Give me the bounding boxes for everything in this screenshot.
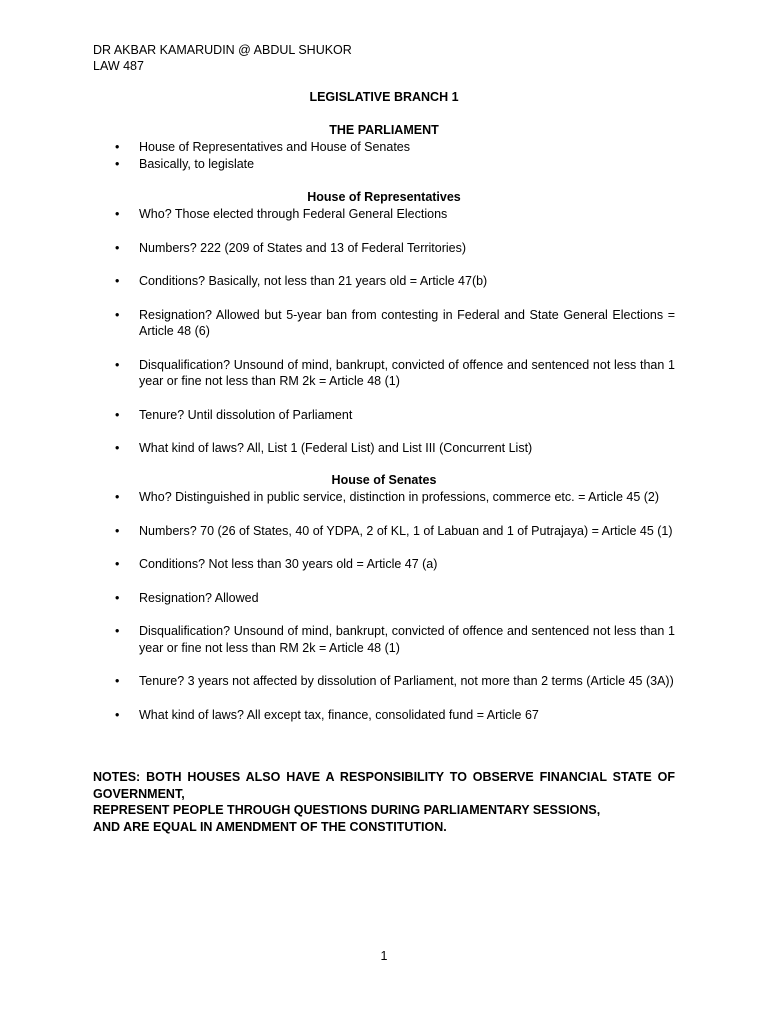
notes-line: AND ARE EQUAL IN AMENDMENT OF THE CONSTITUTION. <box>93 819 447 834</box>
list-item: • Resignation? Allowed <box>115 590 259 605</box>
senates-list <box>93 489 675 723</box>
parliament-list <box>93 139 675 172</box>
bullet-icon: • <box>115 674 120 688</box>
list-item: • Basically, to legislate <box>115 156 255 171</box>
notes-line: NOTES: BOTH HOUSES ALSO HAVE A RESPONSIBILITY TO OBSERVE FINANCIAL STATE OF GOVERNMENT, <box>93 770 675 801</box>
list-item: • Who? Those elected through Federal General Elections <box>115 207 448 221</box>
bullet-icon: • <box>115 590 120 605</box>
page-number: 1 <box>380 949 388 963</box>
list-item: • Who? Distinguished in public service, distinction in professions, commerce etc. = Article 45 (2) <box>115 490 660 504</box>
bullet-icon: • <box>115 523 120 538</box>
list-item: • Numbers? 70 (26 of States, 40 of YDPA, 2 of KL, 1 of Labuan and 1 of Putrajaya) = Article 45 (1) <box>115 523 673 538</box>
notes-block <box>93 769 675 835</box>
bullet-icon: • <box>115 490 120 504</box>
document-header <box>93 42 352 74</box>
list-item: • House of Representatives and House of Senates <box>115 140 411 154</box>
list-item: • What kind of laws? All except tax, finance, consolidated fund = Article 67 <box>115 707 539 722</box>
list-item: • Tenure? Until dissolution of Parliament <box>115 407 353 422</box>
list-item: • Conditions? Basically, not less than 21 years old = Article 47(b) <box>115 274 488 288</box>
list-item: • Disqualification? Unsound of mind, bankrupt, convicted of offence and sentenced not less than 1 year or fine not less than RM 2k = Article 48 (1) <box>115 357 675 388</box>
bullet-icon: • <box>115 274 120 288</box>
bullet-icon: • <box>115 140 120 154</box>
list-item: • Conditions? Not less than 30 years old = Article 47 (a) <box>115 557 438 571</box>
document-title: LEGISLATIVE BRANCH 1 <box>309 90 459 104</box>
parliament-heading: THE PARLIAMENT <box>329 123 439 137</box>
notes-line: REPRESENT PEOPLE THROUGH QUESTIONS DURING PARLIAMENTARY SESSIONS, <box>93 803 601 817</box>
senates-heading: House of Senates <box>331 473 437 487</box>
list-item: • Numbers? 222 (209 of States and 13 of Federal Territories) <box>115 240 467 255</box>
list-item: • Disqualification? Unsound of mind, bankrupt, convicted of offence and sentenced not less than 1 year or fine not less than RM 2k = Article 48 (1) <box>115 624 675 655</box>
author-name: DR AKBAR KAMARUDIN @ ABDUL SHUKOR <box>93 43 352 57</box>
bullet-icon: • <box>115 707 120 722</box>
bullet-icon: • <box>115 156 120 171</box>
bullet-icon: • <box>115 441 120 455</box>
bullet-icon: • <box>115 407 120 422</box>
list-item: • Tenure? 3 years not affected by dissolution of Parliament, not more than 2 terms (Article 45 (3A)) <box>115 674 674 688</box>
course-code: LAW 487 <box>93 59 144 73</box>
bullet-icon: • <box>115 624 120 638</box>
representatives-list <box>93 206 675 457</box>
bullet-icon: • <box>115 307 120 322</box>
list-item: • What kind of laws? All, List 1 (Federal List) and List III (Concurrent List) <box>115 441 533 455</box>
bullet-icon: • <box>115 557 120 571</box>
list-item: • Resignation? Allowed but 5-year ban from contesting in Federal and State General Elections = Article 48 (6) <box>115 307 675 338</box>
representatives-heading: House of Representatives <box>307 190 461 204</box>
bullet-icon: • <box>115 207 120 221</box>
bullet-icon: • <box>115 240 120 255</box>
bullet-icon: • <box>115 357 120 372</box>
